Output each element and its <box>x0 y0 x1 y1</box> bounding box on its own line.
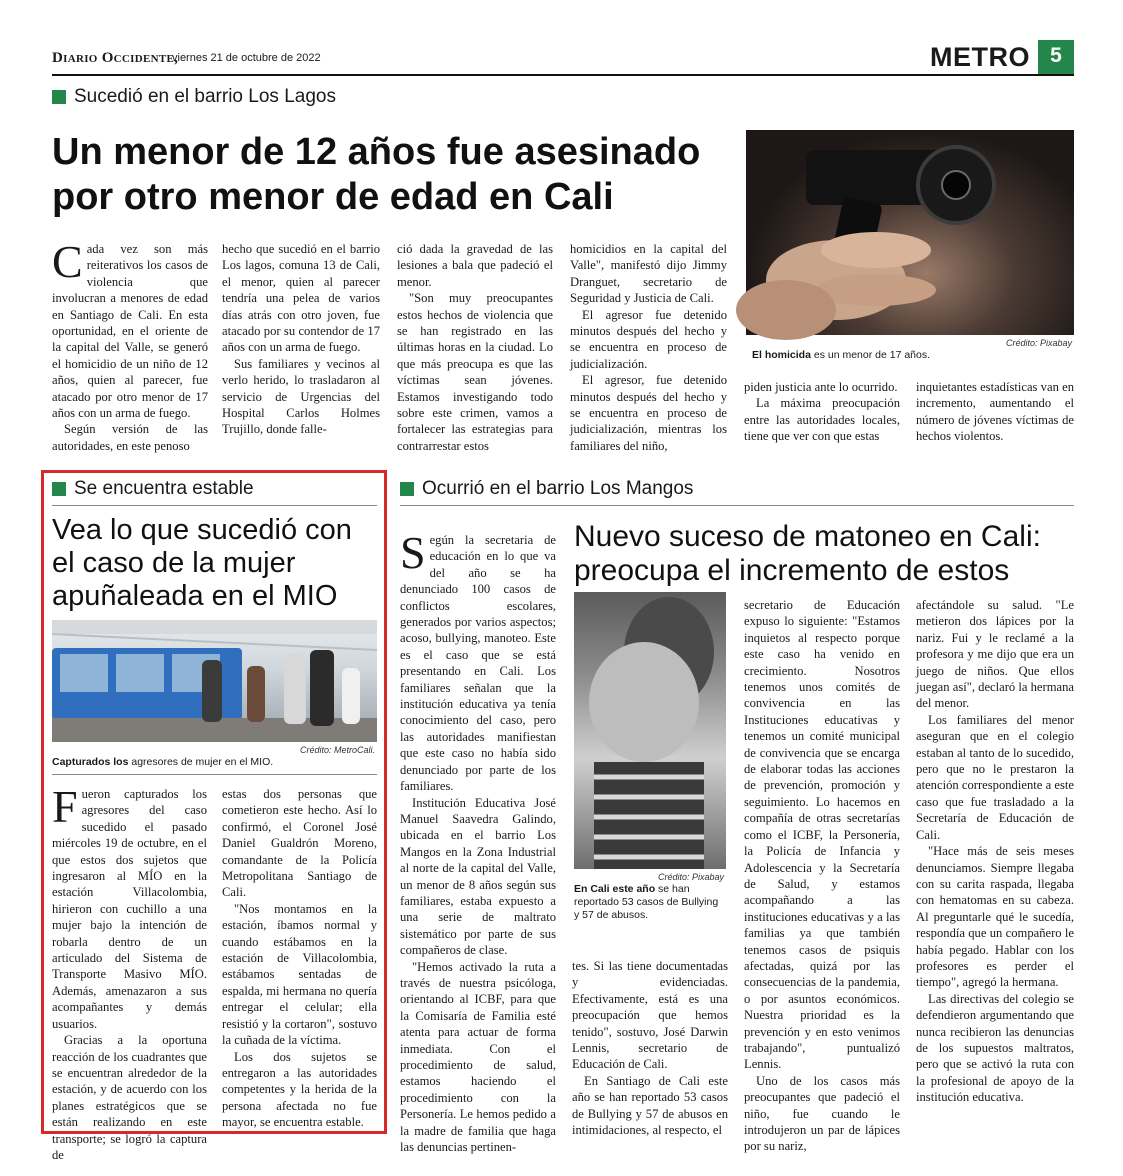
top-story-column-6: inquietantes estadísticas van en incremento, aumentando el número de jóvenes víctimas de hechos violentos. <box>916 380 1074 444</box>
top-story-column-2: hecho que sucedió en el barrio Los lagos, comuna 13 de Cali, el menor, quien al parecer tendría una pelea de varios días atrás con otro joven, fue atacado por su contendor de 17 años con un arma de fuego. Sus familiares y vecinos al verlo herido, lo trasladaron al servicio de Urgencias del Hospital Carlos Holmes Trujillo, donde falle- <box>222 242 380 437</box>
top-story-column-3: ció dada la gravedad de las lesiones a bala que padeció el menor. "Son muy preocupantes estos hechos de violencia que se han registrado en las últimas horas en la ciudad. Lo que más preocupa es que las víctimas sean jóvenes. Estamos investigando todo sobre este crimen, vamos a fortalecer las estrategias para contrarrestar estos <box>397 242 553 453</box>
dropcap: S <box>400 527 426 578</box>
third-story-column-4: afectándole su salud. "Le metieron dos lápices por la nariz. Fui y le reclamé a la profesora y me dijo que era un juego de niños. Que ellos juegan así", declaró la hermana del menor. Los familiares del menor aseguran que en el colegio estaban al tanto de lo sucedido, pero que no le prestaron la atención correspondiente a este caso que fue trasladado a la Secretaría de Educación de Cali. "Hace más de seis meses denunciamos. Siempre llegaba con su carita raspada, llegaba con hematomas en su cabeza. Al preguntarle qué le sucedía, respondía que un compañero le había pegado. Hablar con los profesores es perder el tiempo", agregó la hermana. Las directivas del colegio se defendieron argumentando que nunca recibieron las denuncias de los supuestos maltratos, pero que se activó la ruta con la profesional de apoyo de la institución educativa. <box>916 598 1074 1105</box>
dropcap: F <box>52 781 78 832</box>
top-story-kicker: Sucedió en el barrio Los Lagos <box>52 86 336 108</box>
section-title: METRO <box>930 42 1030 72</box>
boxed-story-column-1: F ueron capturados los agresores del caso sucedido el pasado miércoles 19 de octubre, en el que estos dos sujetos que ingresaron al MÍO en la estación Villacolombia, hirieron con cuchillo a una mujer bajo la intención de robarla dentro de un articulado del Sistema de Transporte Masivo MÍO. Además, amenazaron a sus acompañantes y demás usuarios. Gracias a la oportuna reacción de los cuadrantes que se encuentran alrededor de la estación, y de acuerdo con los planes estratégicos que se están realizando en este transporte; se logró la captura de <box>52 781 207 1162</box>
boxed-story-column-2: estas dos personas que cometieron este hecho. Así lo confirmó, el Coronel José Daniel Gualdrón Moreno, comandante de la Policía Metropolitana Santiago de Cali. "Nos montamos en la estación, íbamos normal y cuando estábamos en la estación de Villacolombia, estábamos sentadas de espalda, mi hermana no quería entregar el celular; ella resistió y la cortaron", sostuvo la cuñada de la víctima. Los dos sujetos se entregaron a las autoridades competentes y la herida de la persona afectada no fue mayor, se encuentra estable. <box>222 787 377 1130</box>
issue-date: viernes 21 de octubre de 2022 <box>172 52 321 64</box>
dropcap: C <box>52 236 83 287</box>
newspaper-name: Diario Occidente, <box>52 50 179 66</box>
third-story-column-1: S egún la secretaria de educación en lo que va del año se ha denunciado 100 casos de conflictos escolares, generados por varios aspectos; acoso, bullying, manoteo. Este es el caso que se está presentando en Cali. Los familiares señalan que la institución educativa ya tenía conocimiento del caso, pero las autoridades manifiestan que este caso no había sido denunciado por parte de los familiares. Institución Educativa José Manuel Saavedra Galindo, ubicada en el barrio Los Mangos en la Zona Industrial al norte de la capital del Valle, un menor de 8 años según sus familiares, estaba expuesto a una serie de maltrato sistemático por parte de sus compañeros de clase. "Hemos activado la ruta a través de nuestra psicóloga, orientando al ICBF, para que la Comisaría de Familia esté atenta para actuar de forma inmediata. Con el procedimiento de salud, estamos haciendo el procedimiento con la Personería. Le hemos pedido a la madre de familia que haga las denuncias pertinen- <box>400 527 556 1155</box>
kicker-rule <box>400 505 1074 506</box>
bus-station-icon <box>52 620 377 742</box>
third-story-headline: Nuevo suceso de matoneo en Cali: preocupa el incremento de estos <box>574 520 1041 587</box>
third-story-photo <box>574 592 726 869</box>
green-square-icon <box>400 482 414 496</box>
third-story-caption: En Cali este año se han reportado 53 casos de Bullying y 57 de abusos. <box>574 883 719 921</box>
top-story-caption: El homicida es un menor de 17 años. <box>752 349 931 361</box>
page-number: 5 <box>1038 40 1074 74</box>
boxed-story-photo <box>52 620 377 742</box>
top-story-column-4: homicidios en la capital del Valle", manifestó dijo Jimmy Dranguet, secretario de Seguridad y Justicia de Cali. El agresor fue detenido minutos después del hecho y se encuentra en proceso de judicialización. El agresor, fue detenido minutos después del hecho y se encuentra en proceso de judicialización, mientras los familiares del niño, <box>570 242 727 453</box>
third-story-kicker: Ocurrió en el barrio Los Mangos <box>400 478 693 500</box>
boxed-story-photo-credit: Crédito: MetroCali. <box>299 745 375 755</box>
masthead-rule <box>52 74 1074 76</box>
boxed-story-kicker: Se encuentra estable <box>52 478 254 500</box>
green-square-icon <box>52 482 66 496</box>
child-hand-icon <box>574 592 726 869</box>
third-story-column-2: tes. Si las tiene documentadas y evidenciadas. Efectivamente, está es una preocupación que hemos tenido", sostuvo, José Darwin Lennis, secretario de Educación de Cali. En Santiago de Cali este año se han reportado 53 casos de Bullying y 57 de abusos en intimidaciones, al respecto, el <box>572 959 728 1138</box>
caption-rule <box>52 774 377 775</box>
top-story-column-5: piden justicia ante lo ocurrido. La máxima preocupación entre las autoridades locales, tiene que ver con que estas <box>744 380 900 444</box>
boxed-story-caption: Capturados los agresores de mujer en el MIO. <box>52 756 274 768</box>
pistol-hand-icon <box>746 130 1074 335</box>
kicker-rule <box>52 505 377 506</box>
top-story-photo <box>746 130 1074 335</box>
top-story-headline: Un menor de 12 años fue asesinado por otro menor de edad en Cali <box>52 131 701 218</box>
boxed-story-headline: Vea lo que sucedió con el caso de la mujer apuñaleada en el MIO <box>52 514 352 612</box>
top-story-column-1: C ada vez son más reiterativos los casos de violencia que involucran a menores de edad en Santiago de Cali. En esta oportunidad, en el oriente de la capital del Valle, se generó el homicidio de un niño de 12 años, quien al parecer, fue atacado por otro menor de 17 años con un arma de fuego. Según versión de las autoridades, en este penoso <box>52 236 208 453</box>
top-story-photo-credit: Crédito: Pixabay <box>1005 338 1072 348</box>
masthead <box>52 44 1074 74</box>
green-square-icon <box>52 90 66 104</box>
third-story-photo-credit: Crédito: Pixabay <box>657 872 724 882</box>
third-story-column-3: secretario de Educación expuso lo siguiente: "Estamos inquietos al respecto porque este caso ha venido en crecimiento. Nosotros tenemos unos comités de convivencia en las Instituciones educativas y tenemos un comité municipal de convivencia que se encarga de elaborar todas las acciones de prevención, promoción y seguimiento. Lo hacemos en compañía de otras secretarías como el ICBF, la Personería, la Policía de Infancia y Adolescencia y la Secretaría de Salud, y estamos acompañando a las instituciones educativas y a las familias ya que también tenemos casos de psiquis afectadas, quizá por las consecuencias de la pandemia, o por asuntos económicos. Nuestra prioridad es la prevención y en esto venimos trabajando", puntualizó Lennis. Uno de los casos más preocupantes que padeció el niño, fue cuando le introdujeron un par de lápices por su nariz, <box>744 598 900 1154</box>
